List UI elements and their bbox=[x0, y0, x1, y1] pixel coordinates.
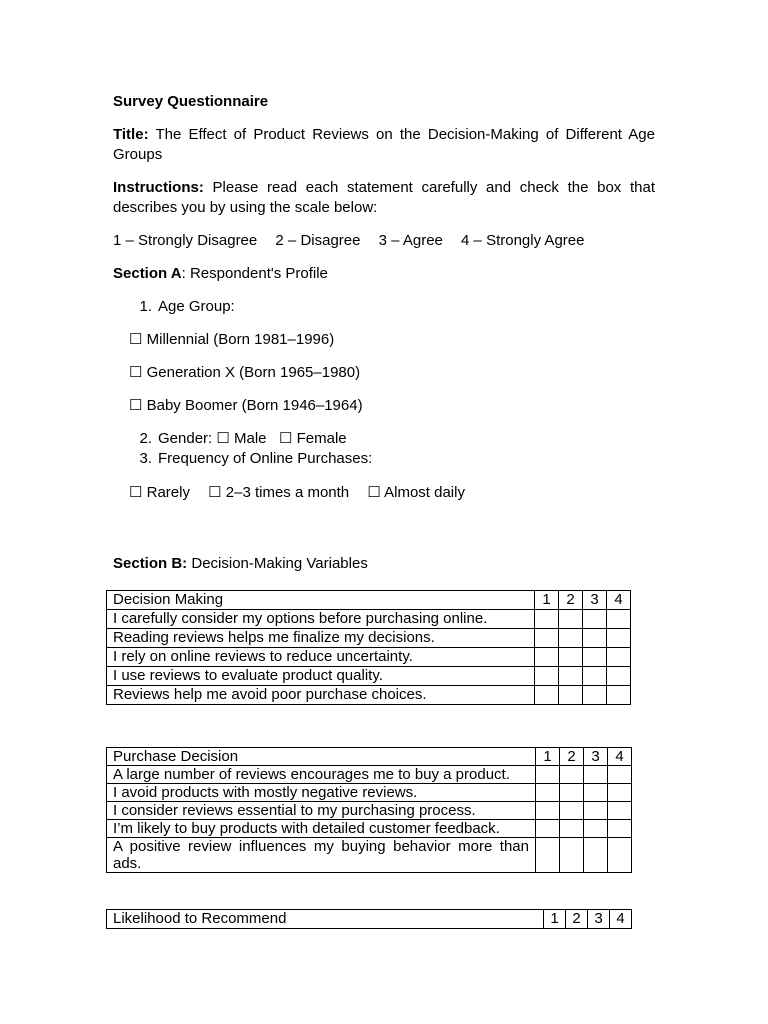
table-row bbox=[107, 610, 631, 629]
rating-cell[interactable] bbox=[559, 667, 583, 686]
scale-column-header: 1 bbox=[536, 748, 560, 766]
table-row bbox=[107, 667, 631, 686]
table-header-row bbox=[107, 748, 632, 766]
title-label: Title: bbox=[113, 126, 149, 143]
rating-cell[interactable] bbox=[584, 820, 608, 838]
section-a-text: : Respondent's Profile bbox=[181, 265, 328, 282]
rating-cell[interactable] bbox=[583, 648, 607, 667]
statement-cell: I avoid products with mostly negative reviews. bbox=[107, 784, 536, 802]
rating-cell[interactable] bbox=[607, 629, 631, 648]
table-row bbox=[107, 766, 632, 784]
survey-title bbox=[113, 125, 655, 165]
rating-cell[interactable] bbox=[607, 610, 631, 629]
section-a-label: Section A bbox=[113, 265, 182, 282]
scale-item: 3 – Agree bbox=[378, 232, 443, 249]
rating-cell[interactable] bbox=[560, 784, 584, 802]
scale-column-header: 3 bbox=[584, 748, 608, 766]
section-b-label: Section B: bbox=[113, 555, 188, 572]
rating-cell[interactable] bbox=[608, 802, 632, 820]
question-number: 1. bbox=[139, 298, 152, 315]
rating-cell[interactable] bbox=[560, 802, 584, 820]
table-row bbox=[107, 802, 632, 820]
frequency-options bbox=[129, 483, 655, 503]
statement-cell: A large number of reviews encourages me to buy a product. bbox=[107, 766, 536, 784]
question-number: 3. bbox=[139, 450, 152, 467]
scale-column-header: 3 bbox=[588, 910, 610, 929]
rating-cell[interactable] bbox=[584, 838, 608, 873]
rating-cell[interactable] bbox=[584, 802, 608, 820]
title-text: The Effect of Product Reviews on the Decision-Making of Different Age Groups bbox=[113, 126, 655, 163]
question-frequency bbox=[113, 449, 655, 469]
table-header-row bbox=[107, 591, 631, 610]
rating-cell[interactable] bbox=[536, 838, 560, 873]
table-row bbox=[107, 784, 632, 802]
scale-column-header: 4 bbox=[610, 910, 632, 929]
rating-cell[interactable] bbox=[536, 820, 560, 838]
rating-cell[interactable] bbox=[584, 766, 608, 784]
rating-cell[interactable] bbox=[608, 838, 632, 873]
table-row bbox=[107, 648, 631, 667]
statement-cell: I use reviews to evaluate product quality. bbox=[107, 667, 535, 686]
question-text: Age Group: bbox=[158, 298, 235, 315]
section-b-text: Decision-Making Variables bbox=[187, 555, 368, 572]
rating-cell[interactable] bbox=[607, 686, 631, 705]
table-row bbox=[107, 820, 632, 838]
document-page bbox=[113, 92, 655, 516]
scale-column-header: 3 bbox=[583, 591, 607, 610]
rating-cell[interactable] bbox=[608, 766, 632, 784]
rating-cell[interactable] bbox=[559, 610, 583, 629]
rating-cell[interactable] bbox=[536, 802, 560, 820]
statement-cell: Reading reviews helps me finalize my decisions. bbox=[107, 629, 535, 648]
question-text: Frequency of Online Purchases: bbox=[158, 450, 373, 467]
instructions-text: Please read each statement carefully and check the box that describes you by using the scale below: bbox=[113, 179, 655, 216]
age-option-generation-x[interactable]: ☐ Generation X (Born 1965–1980) bbox=[129, 364, 361, 381]
table-row bbox=[107, 686, 631, 705]
rating-cell[interactable] bbox=[607, 667, 631, 686]
likelihood-table bbox=[106, 909, 632, 929]
statement-cell: I’m likely to buy products with detailed customer feedback. bbox=[107, 820, 536, 838]
rating-cell[interactable] bbox=[559, 648, 583, 667]
statement-cell: I consider reviews essential to my purchasing process. bbox=[107, 802, 536, 820]
table-row bbox=[107, 838, 632, 873]
scale-item: 4 – Strongly Agree bbox=[461, 232, 585, 249]
table-header: Purchase Decision bbox=[107, 748, 536, 766]
statement-cell: Reviews help me avoid poor purchase choices. bbox=[107, 686, 535, 705]
rating-cell[interactable] bbox=[560, 838, 584, 873]
rating-cell[interactable] bbox=[559, 686, 583, 705]
statement-cell: I rely on online reviews to reduce uncertainty. bbox=[107, 648, 535, 667]
section-b-heading bbox=[113, 554, 368, 574]
rating-cell[interactable] bbox=[584, 784, 608, 802]
section-a-heading bbox=[113, 264, 655, 284]
rating-cell[interactable] bbox=[535, 629, 559, 648]
frequency-option-monthly[interactable]: ☐ 2–3 times a month bbox=[208, 484, 350, 501]
rating-scale bbox=[113, 231, 655, 251]
decision-making-table bbox=[106, 590, 631, 705]
rating-cell[interactable] bbox=[583, 667, 607, 686]
document-heading: Survey Questionnaire bbox=[113, 93, 269, 110]
frequency-option-rarely[interactable]: ☐ Rarely bbox=[129, 484, 190, 501]
question-gender bbox=[113, 429, 655, 449]
scale-item: 2 – Disagree bbox=[275, 232, 361, 249]
scale-column-header: 4 bbox=[608, 748, 632, 766]
rating-cell[interactable] bbox=[535, 610, 559, 629]
question-number: 2. bbox=[139, 430, 152, 447]
rating-cell[interactable] bbox=[535, 686, 559, 705]
age-option-millennial[interactable]: ☐ Millennial (Born 1981–1996) bbox=[129, 331, 335, 348]
rating-cell[interactable] bbox=[583, 686, 607, 705]
age-option-baby-boomer[interactable]: ☐ Baby Boomer (Born 1946–1964) bbox=[129, 397, 363, 414]
rating-cell[interactable] bbox=[583, 629, 607, 648]
scale-item: 1 – Strongly Disagree bbox=[113, 232, 258, 249]
rating-cell[interactable] bbox=[607, 648, 631, 667]
instructions bbox=[113, 178, 655, 218]
rating-cell[interactable] bbox=[583, 610, 607, 629]
question-age-group bbox=[113, 297, 655, 317]
rating-cell[interactable] bbox=[536, 766, 560, 784]
rating-cell[interactable] bbox=[536, 784, 560, 802]
rating-cell[interactable] bbox=[535, 648, 559, 667]
scale-column-header: 2 bbox=[566, 910, 588, 929]
rating-cell[interactable] bbox=[560, 766, 584, 784]
instructions-label: Instructions: bbox=[113, 179, 204, 196]
rating-cell[interactable] bbox=[560, 820, 584, 838]
frequency-option-daily[interactable]: ☐ Almost daily bbox=[367, 484, 465, 501]
statement-cell: I carefully consider my options before purchasing online. bbox=[107, 610, 535, 629]
purchase-decision-table bbox=[106, 747, 632, 873]
table-header: Likelihood to Recommend bbox=[107, 910, 544, 929]
table-header: Decision Making bbox=[107, 591, 535, 610]
scale-column-header: 1 bbox=[535, 591, 559, 610]
question-text[interactable]: Gender: ☐ Male ☐ Female bbox=[158, 430, 347, 447]
scale-column-header: 2 bbox=[559, 591, 583, 610]
scale-column-header: 2 bbox=[560, 748, 584, 766]
statement-cell: A positive review influences my buying behavior more than ads. bbox=[107, 838, 536, 873]
rating-cell[interactable] bbox=[608, 820, 632, 838]
table-header-row bbox=[107, 910, 632, 929]
scale-column-header: 4 bbox=[607, 591, 631, 610]
table-row bbox=[107, 629, 631, 648]
scale-column-header: 1 bbox=[544, 910, 566, 929]
rating-cell[interactable] bbox=[559, 629, 583, 648]
rating-cell[interactable] bbox=[535, 667, 559, 686]
rating-cell[interactable] bbox=[608, 784, 632, 802]
